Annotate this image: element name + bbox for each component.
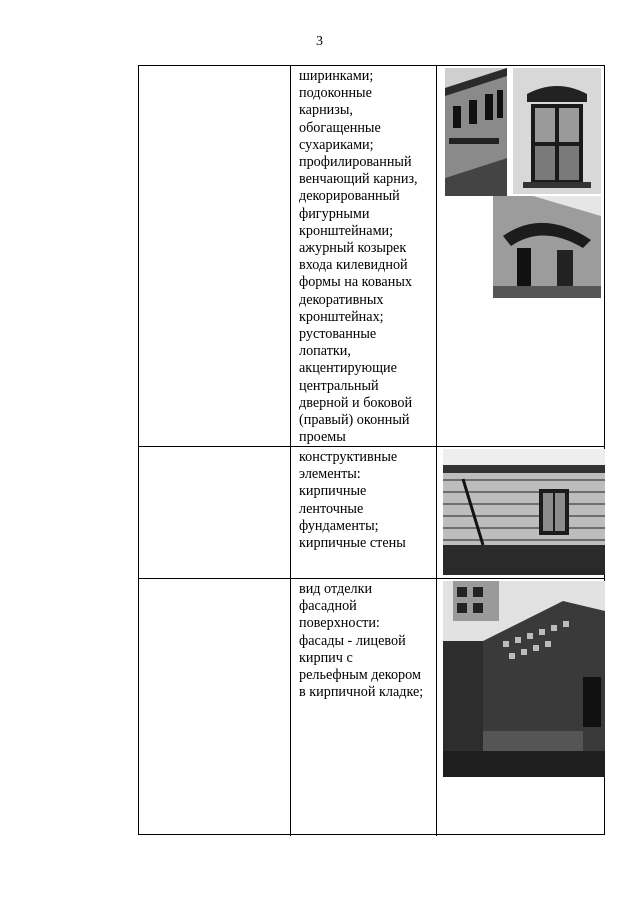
text-line: рустованные [299, 326, 377, 343]
empty-cell [139, 66, 291, 446]
text-line: подоконные [299, 85, 372, 102]
text-line: декорированный [299, 188, 400, 205]
decorated-facade-photo [443, 581, 605, 777]
description-cell [291, 447, 437, 578]
text-line: кронштейнами; [299, 222, 394, 239]
text-line: кронштейнах; [299, 308, 384, 325]
text-line: конструктивные [299, 449, 398, 465]
text-line: дверной и боковой [299, 394, 413, 411]
facade-street-photo [445, 68, 507, 196]
description-cell [291, 66, 437, 446]
text-line: обогащенные [299, 119, 381, 136]
entrance-canopy-photo [493, 196, 601, 298]
table-row [139, 446, 604, 578]
text-line: акцентирующие [299, 360, 397, 377]
text-line: фигурными [299, 205, 370, 222]
text-line: фасадной [299, 598, 357, 615]
text-line: ширинками; [299, 68, 374, 84]
text-line: вид отделки [299, 581, 373, 597]
text-line: лопатки, [299, 343, 351, 360]
text-line: кирпичные [299, 483, 367, 500]
text-line: рельефным декором [299, 667, 421, 684]
text-line: декоративных [299, 291, 384, 308]
text-line: сухариками; [299, 136, 374, 153]
empty-cell [139, 447, 291, 578]
text-line: фундаменты; [299, 517, 379, 534]
text-line: входа килевидной [299, 257, 408, 274]
text-line: ленточные [299, 500, 364, 517]
text-line: (правый) оконный [299, 412, 410, 429]
text-line: центральный [299, 377, 379, 394]
page-number: 3 [316, 34, 323, 49]
text-line: фасады - лицевой [299, 632, 406, 649]
text-line: элементы: [299, 466, 361, 483]
text-line: профилированный [299, 154, 412, 171]
text-line: венчающий карниз, [299, 171, 418, 188]
text-line: карнизы, [299, 102, 353, 119]
photo-cell [437, 579, 604, 836]
window-detail-photo [513, 68, 601, 194]
text-line: формы на кованых [299, 274, 412, 291]
document-table [138, 65, 605, 835]
text-line: поверхности: [299, 615, 380, 632]
description-cell [291, 579, 437, 836]
empty-cell [139, 579, 291, 836]
photo-cell [437, 66, 604, 446]
text-line: в кирпичной кладке; [299, 684, 424, 701]
text-line: ажурный козырек [299, 240, 407, 257]
table-row [139, 66, 604, 446]
text-line: кирпич с [299, 649, 353, 666]
text-line: кирпичные стены [299, 535, 406, 552]
table-row [139, 578, 604, 836]
brick-wall-photo [443, 449, 605, 575]
text-line: проемы [299, 429, 346, 446]
photo-cell [437, 447, 604, 578]
